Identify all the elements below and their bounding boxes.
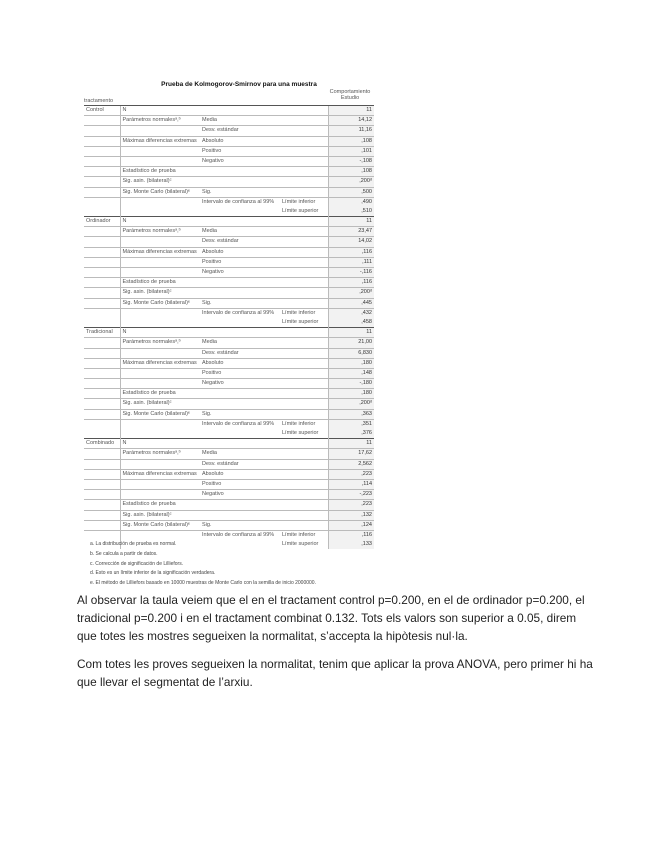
sub-statistic-cell: Sig. [200, 520, 280, 530]
value-cell: ,180 [328, 389, 374, 399]
sub-statistic-cell [200, 217, 280, 227]
group-name-cell: Tradicional [84, 328, 120, 338]
bound-cell: Límite superior [282, 430, 319, 436]
sub-statistic-cell [200, 278, 280, 288]
value-cell: -,180 [328, 379, 374, 389]
value-cell: ,200ᵈ [328, 288, 374, 298]
sub-statistic-cell: Negativo [200, 156, 280, 166]
group-name-cell [84, 308, 120, 318]
bound-cell [280, 278, 328, 288]
sub-statistic-cell: Negativo [200, 379, 280, 389]
table-header [84, 89, 374, 106]
sub-statistic-cell [200, 439, 280, 449]
statistic-cell: Parámetros normalesᵃ,ᵇ [120, 227, 200, 237]
value-cell: 11 [328, 217, 374, 227]
table-row [84, 156, 374, 166]
sub-statistic-cell [200, 288, 280, 298]
table-row [84, 237, 374, 247]
table-row [84, 510, 374, 520]
value-cell: -,108 [328, 156, 374, 166]
group-name-cell [84, 358, 120, 368]
value-cell: 17,62 [328, 449, 374, 459]
value-cell: ,510 [328, 207, 374, 217]
statistic-cell [120, 268, 200, 278]
statistic-cell [120, 368, 200, 378]
table-row [84, 106, 374, 116]
bound-cell [280, 116, 328, 126]
table-row [84, 439, 374, 449]
bound-cell [280, 217, 328, 227]
table-row [84, 419, 374, 429]
value-cell: ,111 [328, 257, 374, 267]
table-row [84, 348, 374, 358]
bound-cell [280, 348, 328, 358]
statistic-cell [120, 429, 200, 439]
group-name-cell [84, 116, 120, 126]
statistic-cell [120, 348, 200, 358]
value-cell: 14,12 [328, 116, 374, 126]
bound-cell [280, 490, 328, 500]
group-name-cell [84, 288, 120, 298]
sub-statistic-cell: Absoluto [200, 136, 280, 146]
statistic-cell: Máximas diferencias extremas [120, 247, 200, 257]
statistic-cell: Máximas diferencias extremas [120, 136, 200, 146]
group-name-cell [84, 510, 120, 520]
value-cell: 21,00 [328, 338, 374, 348]
bound-cell [280, 520, 328, 530]
statistic-cell [120, 530, 200, 540]
statistic-cell [120, 318, 200, 328]
group-name-cell [84, 167, 120, 177]
statistic-cell: Máximas diferencias extremas [120, 358, 200, 368]
statistic-cell: Estadístico de prueba [120, 167, 200, 177]
sub-statistic-cell [200, 318, 280, 328]
group-name-cell [84, 156, 120, 166]
value-header: Comportamiento Estudio [329, 89, 371, 101]
table-row [84, 318, 374, 328]
table-row [84, 278, 374, 288]
value-cell: 2,562 [328, 459, 374, 469]
value-cell: 11 [328, 328, 374, 338]
paragraph-next-steps: Com totes les proves segueixen la normalitat, tenim que aplicar la prova ANOVA, pero primer hi ha que llevar el segmentat de l’arxiu. [77, 657, 593, 689]
bound-cell [280, 449, 328, 459]
statistic-cell [120, 146, 200, 156]
sub-statistic-cell [200, 106, 280, 116]
sub-statistic-cell: Desv. estándar [200, 459, 280, 469]
value-cell: 6,830 [328, 348, 374, 358]
table-row [84, 530, 374, 540]
table-row [84, 328, 374, 338]
group-name-cell [84, 368, 120, 378]
bound-cell: Límite inferior [280, 419, 328, 429]
value-cell: ,432 [328, 308, 374, 318]
value-cell: ,500 [328, 187, 374, 197]
value-cell: ,108 [328, 167, 374, 177]
group-name-cell [84, 318, 120, 328]
statistic-cell [120, 237, 200, 247]
value-cell: ,200ᵈ [328, 177, 374, 187]
group-name-cell [84, 500, 120, 510]
group-name-cell [84, 257, 120, 267]
value-cell: ,116 [328, 278, 374, 288]
sub-statistic-cell: Absoluto [200, 247, 280, 257]
table-row [84, 116, 374, 126]
bound-cell [280, 510, 328, 520]
statistic-cell [120, 419, 200, 429]
table-row [84, 500, 374, 510]
footnote: a. La distribución de prueba es normal. [90, 541, 177, 547]
table-row [84, 136, 374, 146]
statistic-cell: Sig. asin. (bilateral)ᶜ [120, 288, 200, 298]
table-row [84, 338, 374, 348]
value-cell: ,351 [328, 419, 374, 429]
bound-cell [280, 106, 328, 116]
group-name-cell [84, 520, 120, 530]
value-cell: ,200ᵈ [328, 399, 374, 409]
sub-statistic-cell: Media [200, 116, 280, 126]
value-cell: 11 [328, 106, 374, 116]
group-name-cell [84, 490, 120, 500]
table-row [84, 146, 374, 156]
bound-cell [280, 227, 328, 237]
group-name-cell [84, 298, 120, 308]
bound-cell [280, 187, 328, 197]
value-cell: ,116 [328, 247, 374, 257]
table-row [84, 207, 374, 217]
group-name-cell [84, 479, 120, 489]
value-cell: ,458 [328, 318, 374, 328]
value-cell: ,101 [328, 146, 374, 156]
statistic-cell [120, 257, 200, 267]
ks-test-table [84, 106, 374, 549]
value-cell: ,148 [328, 368, 374, 378]
sub-statistic-cell: Sig. [200, 409, 280, 419]
table-row [84, 490, 374, 500]
table-row [84, 399, 374, 409]
bound-cell: Límite inferior [280, 197, 328, 207]
statistic-cell: N [120, 439, 200, 449]
group-name-cell [84, 247, 120, 257]
value-cell: ,116 [328, 530, 374, 540]
statistic-cell [120, 379, 200, 389]
bound-cell [280, 338, 328, 348]
group-name-cell [84, 379, 120, 389]
sub-statistic-cell [200, 177, 280, 187]
sub-statistic-cell: Media [200, 449, 280, 459]
footnote: d. Esto es un límite inferior de la significación verdadera. [90, 570, 216, 577]
group-name-cell [84, 177, 120, 187]
statistic-cell: Parámetros normalesᵃ,ᵇ [120, 338, 200, 348]
bound-cell [280, 358, 328, 368]
sub-statistic-cell [200, 510, 280, 520]
group-name-cell [84, 338, 120, 348]
footnote: b. Se calcula a partir de datos. [90, 550, 158, 557]
bound-cell [280, 156, 328, 166]
statistic-cell: Sig. asin. (bilateral)ᶜ [120, 177, 200, 187]
group-name-cell [84, 227, 120, 237]
value-cell: 11 [328, 439, 374, 449]
sub-statistic-cell: Positivo [200, 368, 280, 378]
bound-cell [280, 298, 328, 308]
value-cell: 11,16 [328, 126, 374, 136]
sub-statistic-cell: Media [200, 338, 280, 348]
table-row [84, 429, 374, 439]
bound-cell [280, 389, 328, 399]
statistic-cell [120, 490, 200, 500]
table-row [84, 368, 374, 378]
table-row [84, 268, 374, 278]
group-name-cell [84, 268, 120, 278]
table-row [84, 449, 374, 459]
bound-cell [280, 399, 328, 409]
sub-statistic-cell: Desv. estándar [200, 237, 280, 247]
table-row [84, 308, 374, 318]
table-row [84, 479, 374, 489]
bound-cell [280, 136, 328, 146]
sub-statistic-cell: Intervalo de confianza al 99% [200, 530, 280, 540]
bound-cell [280, 177, 328, 187]
sub-statistic-cell: Intervalo de confianza al 99% [200, 419, 280, 429]
statistic-cell [120, 308, 200, 318]
bound-cell [280, 368, 328, 378]
bound-cell [280, 379, 328, 389]
table-row [84, 288, 374, 298]
sub-statistic-cell: Positivo [200, 146, 280, 156]
group-header: tractamento [84, 98, 114, 104]
group-name-cell [84, 419, 120, 429]
statistic-cell: N [120, 328, 200, 338]
statistic-cell: Sig. Monte Carlo (bilateral)ᵉ [120, 298, 200, 308]
value-cell: ,223 [328, 469, 374, 479]
sub-statistic-cell [200, 500, 280, 510]
value-cell: ,490 [328, 197, 374, 207]
bound-cell: Límite superior [282, 207, 319, 214]
sub-statistic-cell: Positivo [200, 257, 280, 267]
group-name-cell [84, 459, 120, 469]
table-row [84, 409, 374, 419]
group-name-cell [84, 409, 120, 419]
sub-statistic-cell: Negativo [200, 268, 280, 278]
value-cell: -,223 [328, 490, 374, 500]
statistic-cell [120, 479, 200, 489]
statistic-cell [120, 197, 200, 207]
bound-cell [280, 268, 328, 278]
paragraph-results: Al observar la taula veiem que el en el tractament control p=0.200, en el de ordinador p=0.200, el tradicional p=0.200 i en el tractament combinat 0.132. Tots els valors son superior a 0.05, direm que totes les mostres segueixen la normalitat, s’accepta la hipòtesis nul·la. [77, 593, 585, 643]
bound-cell [280, 459, 328, 469]
sub-statistic-cell: Intervalo de confianza al 99% [200, 308, 280, 318]
bound-cell: Límite inferior [280, 530, 328, 540]
statistic-cell: Máximas diferencias extremas [120, 469, 200, 479]
table-footnotes [90, 540, 316, 589]
statistic-cell: Estadístico de prueba [120, 389, 200, 399]
table-row [84, 177, 374, 187]
table-row [84, 459, 374, 469]
ks-test-table-block [84, 80, 374, 549]
bound-cell [280, 167, 328, 177]
value-cell: ,133 [328, 540, 374, 549]
table-row [84, 227, 374, 237]
group-name-cell [84, 146, 120, 156]
table-row [84, 358, 374, 368]
group-name-cell [84, 389, 120, 399]
sub-statistic-cell: Desv. estándar [200, 126, 280, 136]
statistic-cell: Estadístico de prueba [120, 278, 200, 288]
table-row [84, 217, 374, 227]
group-name-cell [84, 237, 120, 247]
group-name-cell: Ordinador [84, 217, 120, 227]
statistic-cell: Estadístico de prueba [120, 500, 200, 510]
table-row [84, 389, 374, 399]
statistic-cell: Sig. Monte Carlo (bilateral)ᵉ [120, 520, 200, 530]
table-title: Prueba de Kolmogorov-Smirnov para una muestra [161, 81, 317, 88]
group-name-cell [84, 278, 120, 288]
sub-statistic-cell [200, 167, 280, 177]
bound-cell [280, 328, 328, 338]
bound-cell [280, 439, 328, 449]
statistic-cell: Sig. Monte Carlo (bilateral)ᵉ [120, 187, 200, 197]
sub-statistic-cell [200, 389, 280, 399]
sub-statistic-cell [200, 399, 280, 409]
group-name-cell [84, 197, 120, 207]
table-row [84, 167, 374, 177]
table-row [84, 126, 374, 136]
statistic-cell: Sig. asin. (bilateral)ᶜ [120, 399, 200, 409]
sub-statistic-cell: Desv. estándar [200, 348, 280, 358]
sub-statistic-cell: Sig. [200, 187, 280, 197]
table-row [84, 298, 374, 308]
value-cell: ,132 [328, 510, 374, 520]
group-name-cell [84, 136, 120, 146]
statistic-cell [120, 207, 200, 217]
sub-statistic-cell [200, 207, 280, 217]
statistic-cell [120, 156, 200, 166]
footnote: c. Corrección de significación de Lilliefors. [90, 560, 184, 567]
bound-cell [280, 257, 328, 267]
value-cell: 14,02 [328, 237, 374, 247]
value-cell: ,376 [328, 429, 374, 439]
bound-cell: Límite superior [282, 318, 319, 325]
statistic-cell: Parámetros normalesᵃ,ᵇ [120, 449, 200, 459]
group-name-cell: Control [84, 106, 120, 116]
statistic-cell: Parámetros normalesᵃ,ᵇ [120, 116, 200, 126]
group-name-cell [84, 429, 120, 439]
sub-statistic-cell: Intervalo de confianza al 99% [200, 197, 280, 207]
sub-statistic-cell [200, 429, 280, 439]
table-row [84, 247, 374, 257]
statistic-cell: N [122, 107, 127, 113]
table-body [84, 106, 374, 549]
bound-cell [280, 479, 328, 489]
sub-statistic-cell [200, 328, 280, 338]
footnote: e. El método de Lilliefors basado en 10000 muestras de Monte Carlo con la semilla de inicio 2000000. [90, 580, 316, 587]
group-name-cell [84, 469, 120, 479]
value-cell: ,363 [328, 409, 374, 419]
bound-cell: Límite inferior [280, 308, 328, 318]
table-row [84, 257, 374, 267]
statistic-cell: Sig. asin. (bilateral)ᶜ [120, 510, 200, 520]
statistic-cell: N [120, 217, 200, 227]
group-name-cell [84, 449, 120, 459]
value-cell: ,108 [328, 136, 374, 146]
bound-cell [280, 409, 328, 419]
sub-statistic-cell: Sig. [200, 298, 280, 308]
value-cell: ,445 [328, 298, 374, 308]
bound-cell [280, 469, 328, 479]
sub-statistic-cell: Negativo [200, 490, 280, 500]
group-name-cell [84, 126, 120, 136]
value-cell: ,180 [328, 358, 374, 368]
group-name-cell [84, 530, 120, 540]
bound-cell [280, 500, 328, 510]
bound-cell [280, 126, 328, 136]
table-row [84, 187, 374, 197]
value-cell: ,223 [328, 500, 374, 510]
group-name-cell [84, 399, 120, 409]
statistic-cell [120, 459, 200, 469]
bound-cell: Límite superior [282, 541, 319, 548]
bound-cell [280, 288, 328, 298]
value-cell: ,114 [328, 479, 374, 489]
sub-statistic-cell: Media [200, 227, 280, 237]
group-name-cell [84, 348, 120, 358]
group-name-cell: Combinado [84, 439, 120, 449]
bound-cell [280, 247, 328, 257]
statistic-cell: Sig. Monte Carlo (bilateral)ᵉ [120, 409, 200, 419]
sub-statistic-cell: Absoluto [200, 469, 280, 479]
table-row [84, 197, 374, 207]
sub-statistic-cell: Absoluto [200, 358, 280, 368]
group-name-cell [84, 207, 120, 217]
value-cell: -,116 [328, 268, 374, 278]
group-name-cell [84, 187, 120, 197]
sub-statistic-cell: Positivo [200, 479, 280, 489]
table-row [84, 520, 374, 530]
statistic-cell [120, 126, 200, 136]
bound-cell [280, 146, 328, 156]
value-cell: ,124 [328, 520, 374, 530]
table-row [84, 469, 374, 479]
value-cell: 23,47 [328, 227, 374, 237]
table-row [84, 379, 374, 389]
bound-cell [280, 237, 328, 247]
